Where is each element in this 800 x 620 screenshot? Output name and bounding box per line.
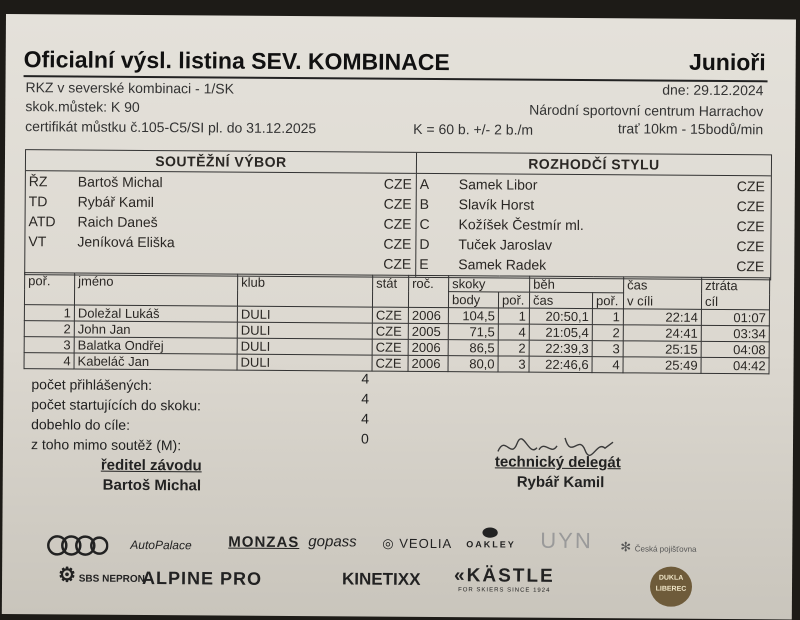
veolia-icon: ◎ bbox=[382, 535, 400, 551]
sponsor-gopass: gopass bbox=[308, 533, 357, 551]
style-judges bbox=[416, 153, 771, 279]
cell-state: CZE bbox=[372, 339, 408, 355]
official-row bbox=[25, 251, 415, 274]
event-name: RKZ v severské kombinaci - 1/SK bbox=[25, 79, 235, 97]
col-state: stát bbox=[372, 275, 408, 307]
official-role: VT bbox=[28, 233, 47, 250]
col-loss-top: ztráta bbox=[702, 277, 770, 293]
cell-year: 2006 bbox=[408, 307, 448, 323]
col-name: jméno bbox=[74, 273, 237, 306]
cell-loss: 04:42 bbox=[701, 357, 769, 373]
cell-year: 2006 bbox=[408, 339, 448, 355]
official-row bbox=[26, 171, 416, 194]
judge-name: Kožíšek Čestmír ml. bbox=[458, 216, 584, 234]
official-role: ŘZ bbox=[28, 173, 48, 190]
sponsor-ceska-pojistovna bbox=[620, 539, 696, 556]
cell-rank: 1 bbox=[24, 305, 74, 321]
cell-club: DULI bbox=[237, 322, 372, 339]
rings-logo-icon bbox=[46, 534, 108, 556]
official-row bbox=[25, 231, 415, 254]
sponsor-uyn: UYN bbox=[540, 527, 593, 554]
sponsor-ceska-label: Česká pojišťovna bbox=[634, 544, 697, 554]
cell-name: Doležal Lukáš bbox=[74, 305, 237, 322]
cell-year: 2005 bbox=[408, 323, 448, 339]
results-sheet bbox=[2, 14, 796, 620]
official-row bbox=[26, 191, 416, 214]
cell-club: DULI bbox=[237, 354, 372, 371]
sponsor-autopalace: AutoPalace bbox=[130, 537, 192, 553]
cell-finish: 25:49 bbox=[623, 357, 701, 374]
cell-run-time: 22:39,3 bbox=[529, 340, 592, 356]
stat-value-finished: 4 bbox=[361, 410, 370, 427]
cell-run-rank: 3 bbox=[592, 341, 623, 357]
judge-nat: CZE bbox=[736, 258, 765, 275]
table-header-row bbox=[25, 273, 770, 294]
col-year: roč. bbox=[408, 275, 448, 307]
competition-committee bbox=[25, 150, 416, 277]
col-points: body bbox=[448, 292, 498, 308]
col-rank: poř. bbox=[24, 273, 74, 305]
judge-row bbox=[416, 214, 770, 236]
page-title: Oficialní výsl. listina SEV. KOMBINACE bbox=[23, 46, 450, 76]
col-loss-bottom: cíl bbox=[701, 293, 769, 309]
sponsor-alpine-pro: ALPINE PRO bbox=[141, 567, 263, 589]
hill-size: skok.můstek: K 90 bbox=[25, 98, 140, 115]
sponsor-oakley-label: OAKLEY bbox=[466, 539, 516, 550]
gear-logo-icon: ⚙ bbox=[58, 564, 77, 587]
cell-loss: 03:34 bbox=[701, 325, 769, 341]
judge-name: Tuček Jaroslav bbox=[458, 236, 553, 253]
cell-rank: 4 bbox=[24, 353, 74, 369]
cell-finish: 24:41 bbox=[623, 325, 701, 342]
official-role: TD bbox=[28, 193, 48, 210]
sponsor-oakley bbox=[466, 522, 516, 550]
cell-rank: 2 bbox=[24, 321, 74, 337]
cell-jump-rank: 2 bbox=[498, 340, 529, 356]
stat-value-entered: 4 bbox=[361, 370, 370, 387]
cell-jump-rank: 1 bbox=[498, 308, 529, 324]
director-name: Bartoš Michal bbox=[102, 476, 202, 495]
cell-points: 80,0 bbox=[448, 356, 498, 372]
committee-box bbox=[24, 149, 772, 280]
stat-label-finished: dobehlo do cíle: bbox=[31, 416, 131, 433]
judge-row bbox=[416, 254, 770, 276]
cell-points: 104,5 bbox=[448, 308, 498, 324]
k-point: K = 60 b. +/- 2 b./m bbox=[413, 120, 534, 138]
sponsor-monzas: MONZAS bbox=[228, 533, 300, 552]
official-nat: CZE bbox=[383, 215, 412, 232]
cell-jump-rank: 3 bbox=[498, 356, 529, 372]
cell-jump-rank: 4 bbox=[498, 324, 529, 340]
sponsor-kastle-label: KÄSTLE bbox=[466, 565, 555, 587]
sponsor-dukla-liberec: DUKLA LIBEREC bbox=[650, 567, 692, 607]
stat-label-entered: počet přihlášených: bbox=[31, 376, 153, 394]
cell-run-rank: 1 bbox=[592, 309, 623, 325]
judge-letter: B bbox=[419, 195, 430, 212]
cell-points: 71,5 bbox=[448, 324, 498, 340]
official-name: Raich Daneš bbox=[77, 213, 158, 231]
judge-row bbox=[417, 194, 771, 216]
judge-nat: CZE bbox=[736, 178, 765, 195]
col-jumps: skoky bbox=[449, 276, 530, 293]
cell-state: CZE bbox=[372, 355, 408, 371]
judge-letter: E bbox=[419, 255, 429, 272]
results-table bbox=[24, 272, 771, 374]
hill-certificate: certifikát můstku č.105-C5/SI pl. do 31.12.2025 bbox=[25, 118, 317, 137]
col-club: klub bbox=[237, 274, 372, 307]
track-info: trať 10km - 15bodů/min bbox=[617, 120, 764, 138]
venue: Národní sportovní centrum Harrachov bbox=[529, 101, 764, 120]
kastle-arrow-icon: « bbox=[454, 565, 467, 587]
judge-letter: D bbox=[419, 235, 430, 252]
col-run-rank: poř. bbox=[592, 293, 623, 309]
cell-run-rank: 4 bbox=[592, 357, 623, 373]
judge-row bbox=[416, 234, 770, 256]
judges-title: ROZHODČÍ STYLU bbox=[417, 153, 771, 176]
judge-name: Slavík Horst bbox=[458, 196, 535, 213]
director-title: ředitel závodu bbox=[100, 456, 202, 475]
sponsor-sbs-label: SBS NEPRON bbox=[78, 573, 145, 585]
cell-year: 2006 bbox=[408, 355, 448, 371]
delegate-name: Rybář Kamil bbox=[516, 473, 605, 492]
cell-club: DULI bbox=[237, 338, 372, 355]
official-role: ATD bbox=[28, 213, 56, 230]
asterisk-logo-icon: ✻ bbox=[620, 539, 635, 555]
official-nat: CZE bbox=[383, 235, 412, 252]
col-finish-bottom: v cíli bbox=[623, 293, 701, 310]
delegate-title: technický delegát bbox=[494, 453, 621, 472]
stat-value-started: 4 bbox=[361, 390, 370, 407]
judge-letter: C bbox=[419, 215, 430, 232]
cell-name: Balatka Ondřej bbox=[74, 337, 237, 354]
judge-nat: CZE bbox=[736, 238, 765, 255]
sponsor-veolia-label: VEOLIA bbox=[399, 535, 453, 552]
cell-state: CZE bbox=[372, 323, 408, 339]
sponsor-veolia bbox=[382, 536, 452, 552]
judge-nat: CZE bbox=[736, 198, 765, 215]
cell-run-time: 22:46,6 bbox=[529, 356, 592, 372]
col-jump-rank: poř. bbox=[498, 292, 529, 308]
judge-letter: A bbox=[419, 175, 430, 192]
col-run-time: čas bbox=[529, 292, 592, 308]
cell-club: DULI bbox=[237, 306, 372, 323]
cell-run-rank: 2 bbox=[592, 325, 623, 341]
official-name: Jeníková Eliška bbox=[77, 233, 175, 251]
category-label: Junioři bbox=[688, 48, 766, 76]
cell-run-time: 20:50,1 bbox=[529, 308, 592, 324]
cell-finish: 22:14 bbox=[623, 309, 701, 326]
stat-value-out-of-competition: 0 bbox=[360, 430, 369, 447]
oakley-ellipse-icon: ⬬ bbox=[482, 522, 500, 543]
cell-name: John Jan bbox=[74, 321, 237, 338]
kastle-tagline: FOR SKIERS SINCE 1924 bbox=[458, 587, 551, 594]
judge-row bbox=[417, 174, 771, 196]
cell-loss: 04:08 bbox=[701, 341, 769, 357]
cell-run-time: 21:05,4 bbox=[529, 324, 592, 340]
cell-state: CZE bbox=[372, 307, 408, 323]
official-row bbox=[25, 211, 415, 234]
col-run: běh bbox=[530, 276, 624, 293]
cell-name: Kabeláč Jan bbox=[74, 353, 237, 370]
cell-loss: 01:07 bbox=[701, 309, 769, 325]
judge-nat: CZE bbox=[736, 218, 765, 235]
col-finish-top: čas bbox=[624, 277, 702, 294]
sponsor-kastle bbox=[454, 565, 555, 594]
cell-points: 86,5 bbox=[448, 340, 498, 356]
official-name: Bartoš Michal bbox=[77, 173, 163, 191]
cell-rank: 3 bbox=[24, 337, 74, 353]
official-name: Rybář Kamil bbox=[77, 193, 154, 211]
stat-label-out-of-competition: z toho mimo soutěž (M): bbox=[30, 436, 182, 454]
sponsor-kinetixx: KINETIXX bbox=[341, 569, 421, 589]
judge-name: Samek Radek bbox=[458, 256, 547, 273]
official-nat: CZE bbox=[383, 175, 412, 192]
cell-finish: 25:15 bbox=[623, 341, 701, 358]
judge-name: Samek Libor bbox=[458, 176, 538, 193]
event-date: dne: 29.12.2024 bbox=[662, 81, 764, 99]
official-nat: CZE bbox=[383, 195, 412, 212]
committee-title: SOUTĚŽNÍ VÝBOR bbox=[26, 150, 416, 174]
sponsor-sbs-nepron bbox=[58, 564, 145, 587]
stat-label-started: počet startujících do skoku: bbox=[31, 396, 201, 414]
official-nat: CZE bbox=[383, 255, 412, 272]
